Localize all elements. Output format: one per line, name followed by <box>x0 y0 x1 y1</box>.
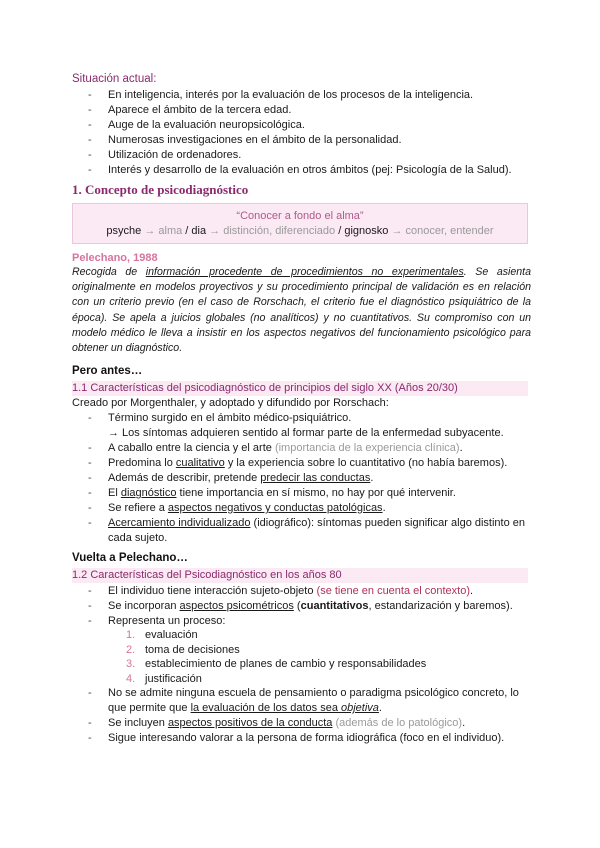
section-band: 1.2 Características del Psicodiagnóstico en los años 80 <box>72 568 528 583</box>
list-item: - Auge de la evaluación neuropsicológica. <box>72 118 532 133</box>
quote-text: “Conocer a fondo el alma” <box>236 210 364 222</box>
quote-box <box>72 203 528 244</box>
list-item: 3. establecimiento de planes de cambio y responsabilidades <box>126 658 427 670</box>
section-band: 1.1 Características del psicodiagnóstico de principios del siglo XX (Años 20/30) <box>72 381 528 396</box>
list-item: - Término surgido en el ámbito médico-psiquiátrico. → Los síntomas adquieren sentido al formar parte de la enfermedad subyacente. <box>72 411 532 441</box>
intro-text: Creado por Morgenthaler, y adoptado y difundido por Rorschach: <box>72 397 389 409</box>
list-item: - Representa un proceso: <box>72 614 532 629</box>
list-item: 4. justificación <box>126 672 202 685</box>
list-item: - Se incluyen aspectos positivos de la conducta (además de lo patológico). <box>72 716 532 731</box>
list-item: - Numerosas investigaciones en el ámbito de la personalidad. <box>72 133 532 148</box>
situacion-title: Situación actual: <box>72 73 157 85</box>
list-item: - Sigue interesando valorar a la persona de forma idiográfica (foco en el individuo). <box>72 731 532 746</box>
vuelta-list-a <box>72 584 532 629</box>
list-item: - El diagnóstico tiene importancia en sí mismo, no hay por qué intervenir. <box>72 486 532 501</box>
list-item: - Además de describir, pretende predecir las conductas. <box>72 471 532 486</box>
list-item: - En inteligencia, interés por la evaluación de los procesos de la inteligencia. <box>72 88 532 103</box>
list-item: - A caballo entre la ciencia y el arte (importancia de la experiencia clínica). <box>72 441 532 456</box>
list-item: - Interés y desarrollo de la evaluación en otros ámbitos (pej: Psicología de la Salud). <box>72 163 532 178</box>
pelechano-heading: Pelechano, 1988 <box>72 252 158 264</box>
vuelta-list-b <box>72 686 532 746</box>
list-item: - Utilización de ordenadores. <box>72 148 532 163</box>
list-item: 2. toma de decisiones <box>126 643 240 656</box>
section-title: 1. Concepto de psicodiagnóstico <box>72 182 249 197</box>
vuelta-heading: Vuelta a Pelechano… <box>72 552 188 564</box>
list-item: - Predomina lo cualitativo y la experiencia sobre lo cuantitativo (no había baremos). <box>72 456 532 471</box>
etymology-line: psyche → alma / dia → distinción, diferenciado / gignosko → conocer, entender <box>106 225 494 237</box>
list-item: 1. evaluación <box>126 629 198 641</box>
list-item: - No se admite ninguna escuela de pensamiento o paradigma psicológico concreto, lo que permite que la evaluación de los datos sea objetiva. <box>72 686 532 716</box>
pero-heading: Pero antes… <box>72 365 143 377</box>
pelechano-paragraph: Recogida de información procedente de procedimientos no experimentales. Se asienta originalmente en modelos proyectivos y su procedimiento principal de validación es en relación con un criterio previo (en el caso de Rorschach, el criterio fue el diagnóstico psiquiátrico de la época). Se apela a juicios globales (no analíticos) y no cuantitativos. Su compromiso con un modelo médico le lleva a insistir en los aspectos negativos del funcionamiento psicológico para obtener un diagnóstico. <box>72 266 532 355</box>
pero-list <box>72 411 532 546</box>
list-item: - Acercamiento individualizado (idiográfico): síntomas pueden significar algo distinto en cada sujeto. <box>72 516 532 546</box>
situacion-list <box>72 88 532 178</box>
list-item: - Se refiere a aspectos negativos y conductas patológicas. <box>72 501 532 516</box>
process-steps <box>72 628 512 686</box>
list-item: - El individuo tiene interacción sujeto-objeto (se tiene en cuenta el contexto). <box>72 584 532 599</box>
list-item: - Se incorporan aspectos psicométricos (cuantitativos, estandarización y baremos). <box>72 599 532 614</box>
list-item: - Aparece el ámbito de la tercera edad. <box>72 103 532 118</box>
